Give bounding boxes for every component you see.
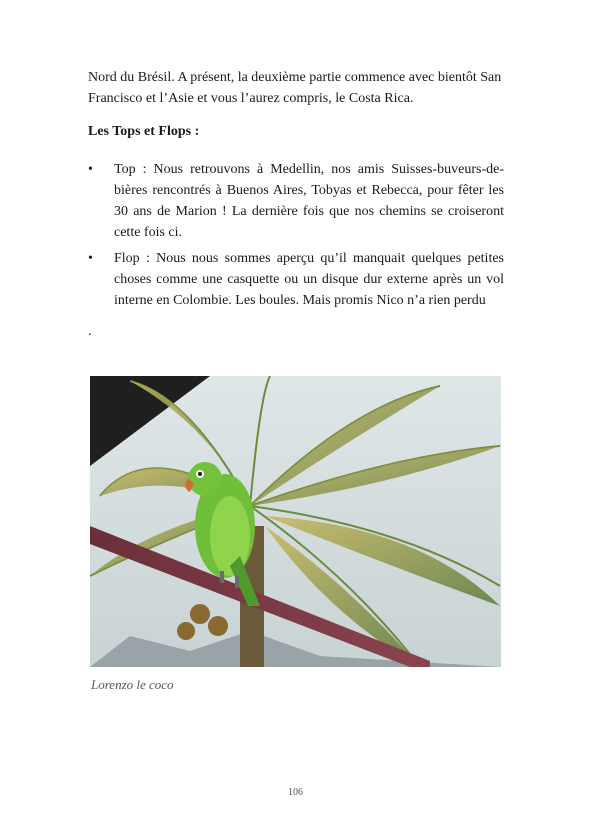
- intro-paragraph: Nord du Brésil. A présent, la deuxième partie commence avec bientôt San Francisco et l’Asie et vous l’aurez compris, le Costa Rica.: [88, 70, 502, 106]
- bullet-marker: •: [88, 251, 93, 266]
- bullet-text-flop: Flop : Nous nous sommes aperçu qu’il manquait quelques petites choses comme une casquette ou un disque dur externe après un vol interne en Colombie. Les boules. Mais promis Nico n’a rien perdu: [114, 251, 504, 308]
- section-heading: Les Tops et Flops :: [88, 124, 200, 139]
- stray-dot: .: [88, 324, 92, 339]
- bullet-text-top: Top : Nous retrouvons à Medellin, nos amis Suisses-buveurs-de-bières rencontrés à Buenos Aires, Tobyas et Rebecca, pour fêter les 30 ans de Marion ! La dernière fois que nos chemins se croiseront cette fois ci.: [114, 162, 504, 240]
- page-number: 106: [288, 787, 303, 798]
- parrot-photo-illustration: [90, 376, 501, 667]
- parrot-photo: [90, 376, 501, 667]
- photo-caption: Lorenzo le coco: [91, 677, 174, 692]
- bullet-marker: •: [88, 162, 93, 177]
